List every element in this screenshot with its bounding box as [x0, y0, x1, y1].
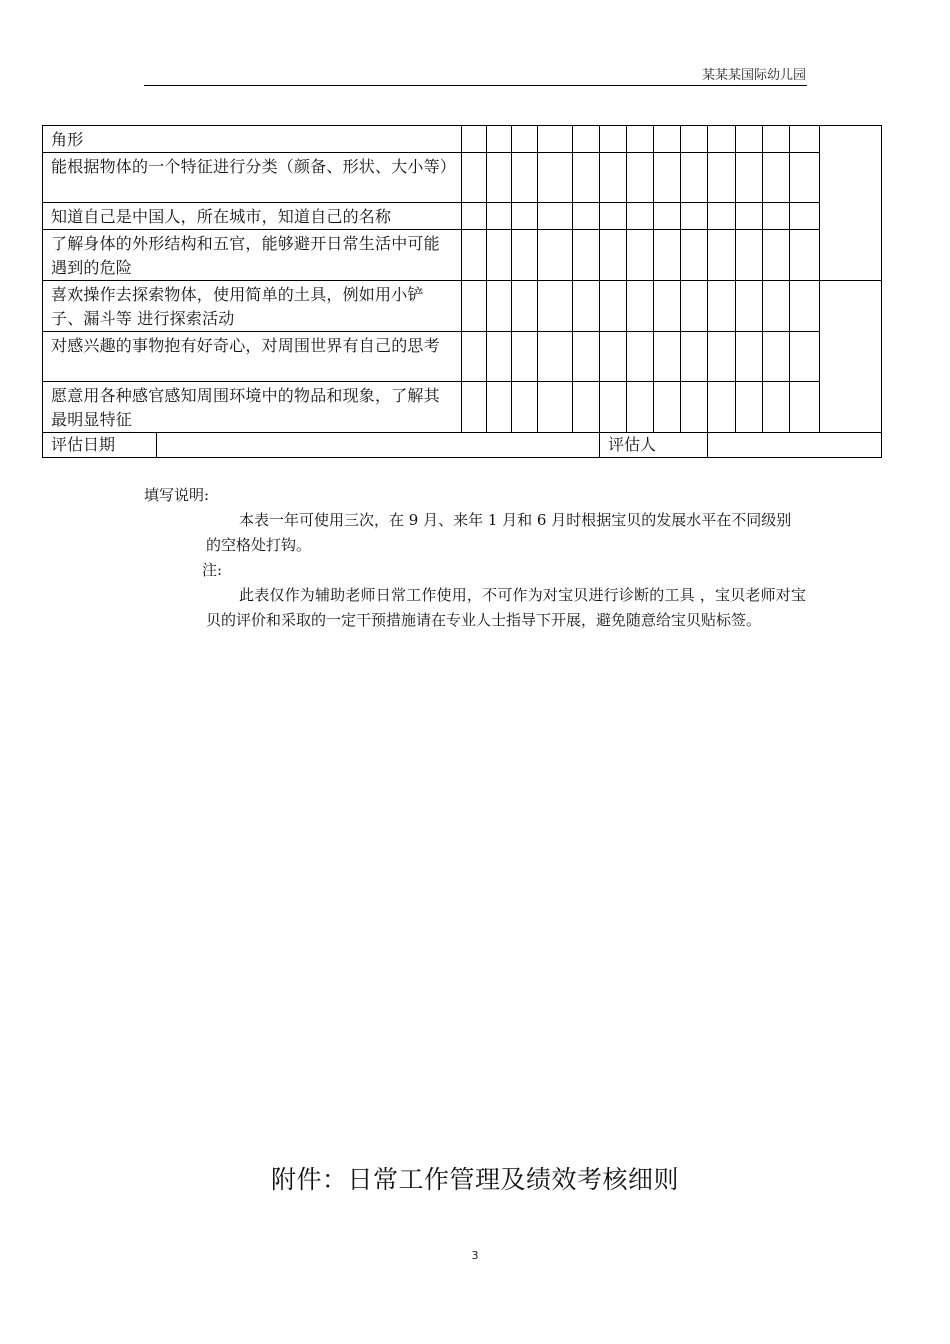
check-cell[interactable]: [790, 281, 820, 332]
check-cell[interactable]: [654, 281, 681, 332]
check-cell[interactable]: [512, 382, 538, 433]
assessor-label: 评估人: [600, 433, 708, 458]
check-cell[interactable]: [538, 281, 573, 332]
table-row: [43, 153, 882, 203]
check-cell[interactable]: [736, 230, 763, 281]
criterion-text: 能根据物体的一个特征进行分类（颜备、形状、大小等）: [43, 153, 462, 203]
check-cell[interactable]: [736, 153, 763, 203]
criterion-text: 愿意用各种感官感知周围环境中的物品和现象，了解其最明显特征: [43, 382, 462, 433]
check-cell[interactable]: [763, 153, 790, 203]
check-cell[interactable]: [538, 126, 573, 153]
check-cell[interactable]: [462, 332, 487, 382]
page-number: 3: [471, 1249, 479, 1262]
check-cell[interactable]: [573, 126, 600, 153]
attachment-title: 附件：日常工作管理及绩效考核细则: [270, 1165, 679, 1194]
check-cell[interactable]: [736, 332, 763, 382]
check-cell[interactable]: [790, 203, 820, 230]
check-cell[interactable]: [790, 126, 820, 153]
check-cell[interactable]: [627, 153, 654, 203]
check-cell[interactable]: [763, 382, 790, 433]
check-cell[interactable]: [708, 126, 736, 153]
check-cell[interactable]: [512, 281, 538, 332]
check-cell[interactable]: [708, 332, 736, 382]
check-cell[interactable]: [600, 281, 627, 332]
check-cell[interactable]: [462, 281, 487, 332]
check-cell[interactable]: [600, 153, 627, 203]
check-cell[interactable]: [736, 281, 763, 332]
check-cell[interactable]: [487, 153, 512, 203]
check-cell[interactable]: [654, 153, 681, 203]
table-row: [43, 281, 882, 332]
table-row: [43, 332, 882, 382]
check-cell[interactable]: [512, 203, 538, 230]
check-cell[interactable]: [538, 230, 573, 281]
check-cell[interactable]: [708, 281, 736, 332]
check-cell[interactable]: [763, 126, 790, 153]
check-cell[interactable]: [487, 230, 512, 281]
check-cell[interactable]: [487, 126, 512, 153]
check-cell[interactable]: [736, 126, 763, 153]
header-org-name: 某某某国际幼儿园: [701, 68, 806, 83]
check-cell[interactable]: [462, 203, 487, 230]
note-text: 此表仅作为辅助老师日常工作使用，不可作为对宝贝进行诊断的工具 ，宝贝老师对宝贝的评价和采取的一定干预措施请在专业人士指导下开展，避免随意给宝贝贴标签。: [206, 586, 806, 629]
check-cell[interactable]: [790, 332, 820, 382]
check-cell[interactable]: [462, 153, 487, 203]
assessor-value-field[interactable]: [708, 433, 882, 458]
criterion-text: 对感兴趣的事物抱有好奇心，对周围世界有自己的思考: [43, 332, 462, 382]
check-cell[interactable]: [681, 230, 708, 281]
check-cell[interactable]: [573, 281, 600, 332]
check-cell[interactable]: [512, 332, 538, 382]
check-cell[interactable]: [681, 382, 708, 433]
check-cell[interactable]: [600, 332, 627, 382]
check-cell[interactable]: [627, 203, 654, 230]
check-cell[interactable]: [573, 382, 600, 433]
check-cell[interactable]: [573, 203, 600, 230]
check-cell[interactable]: [487, 203, 512, 230]
check-cell[interactable]: [708, 230, 736, 281]
check-cell[interactable]: [681, 203, 708, 230]
check-cell[interactable]: [654, 230, 681, 281]
check-cell[interactable]: [487, 332, 512, 382]
check-cell[interactable]: [763, 203, 790, 230]
check-cell[interactable]: [512, 153, 538, 203]
check-cell[interactable]: [627, 332, 654, 382]
check-cell[interactable]: [708, 203, 736, 230]
table-footer-row: [43, 433, 882, 458]
date-label-text: 评估日期: [43, 433, 157, 457]
check-cell[interactable]: [573, 153, 600, 203]
check-cell[interactable]: [600, 203, 627, 230]
criterion-text: 喜欢操作去探索物体，使用简单的土具，例如用小铲子、漏斗等 进行探索活动: [43, 281, 462, 332]
check-cell[interactable]: [627, 382, 654, 433]
table-row: [43, 203, 882, 230]
check-cell[interactable]: [600, 230, 627, 281]
criterion-text: 角形: [43, 126, 462, 153]
check-cell[interactable]: [538, 332, 573, 382]
check-cell[interactable]: [681, 281, 708, 332]
check-cell[interactable]: [627, 281, 654, 332]
check-cell[interactable]: [512, 230, 538, 281]
check-cell[interactable]: [538, 382, 573, 433]
check-cell[interactable]: [708, 382, 736, 433]
check-cell[interactable]: [654, 126, 681, 153]
check-cell[interactable]: [600, 126, 627, 153]
check-cell[interactable]: [790, 153, 820, 203]
check-cell[interactable]: [538, 153, 573, 203]
check-cell[interactable]: [763, 230, 790, 281]
header-divider: [144, 85, 807, 86]
check-cell[interactable]: [654, 332, 681, 382]
check-cell[interactable]: [763, 281, 790, 332]
check-cell[interactable]: [627, 126, 654, 153]
assessment-table: [42, 125, 882, 458]
group-cell: [820, 126, 882, 281]
check-cell[interactable]: [790, 230, 820, 281]
check-cell[interactable]: [462, 230, 487, 281]
group-cell: [820, 281, 882, 433]
table-row: [43, 382, 882, 433]
check-cell[interactable]: [600, 382, 627, 433]
check-cell[interactable]: [627, 230, 654, 281]
date-label: [43, 433, 462, 458]
criterion-text: 了解身体的外形结构和五官，能够避开日常生活中可能遇到的危险: [43, 230, 462, 281]
criterion-text: 知道自己是中国人，所在城市，知道自己的名称: [43, 203, 462, 230]
check-cell[interactable]: [763, 332, 790, 382]
instructions-text: 本表一年可使用三次，在 9 月、来年 1 月和 6 月时根据宝贝的发展水平在不同级别的空格处打钩。: [206, 511, 792, 554]
date-value-field[interactable]: [462, 433, 600, 458]
check-cell[interactable]: [462, 382, 487, 433]
check-cell[interactable]: [736, 382, 763, 433]
table-row: [43, 230, 882, 281]
check-cell[interactable]: [487, 281, 512, 332]
date-row-wrap: [43, 433, 462, 457]
check-cell[interactable]: [512, 126, 538, 153]
check-cell[interactable]: [538, 203, 573, 230]
instructions-label: 填写说明:: [144, 486, 210, 504]
note-label: 注:: [202, 561, 223, 579]
check-cell[interactable]: [708, 153, 736, 203]
check-cell[interactable]: [681, 153, 708, 203]
check-cell[interactable]: [790, 382, 820, 433]
check-cell[interactable]: [654, 382, 681, 433]
check-cell[interactable]: [462, 126, 487, 153]
check-cell[interactable]: [573, 332, 600, 382]
date-value-area[interactable]: [157, 433, 462, 457]
check-cell[interactable]: [654, 203, 681, 230]
check-cell[interactable]: [736, 203, 763, 230]
check-cell[interactable]: [573, 230, 600, 281]
check-cell[interactable]: [681, 332, 708, 382]
check-cell[interactable]: [681, 126, 708, 153]
table-row: [43, 126, 882, 153]
check-cell[interactable]: [487, 382, 512, 433]
